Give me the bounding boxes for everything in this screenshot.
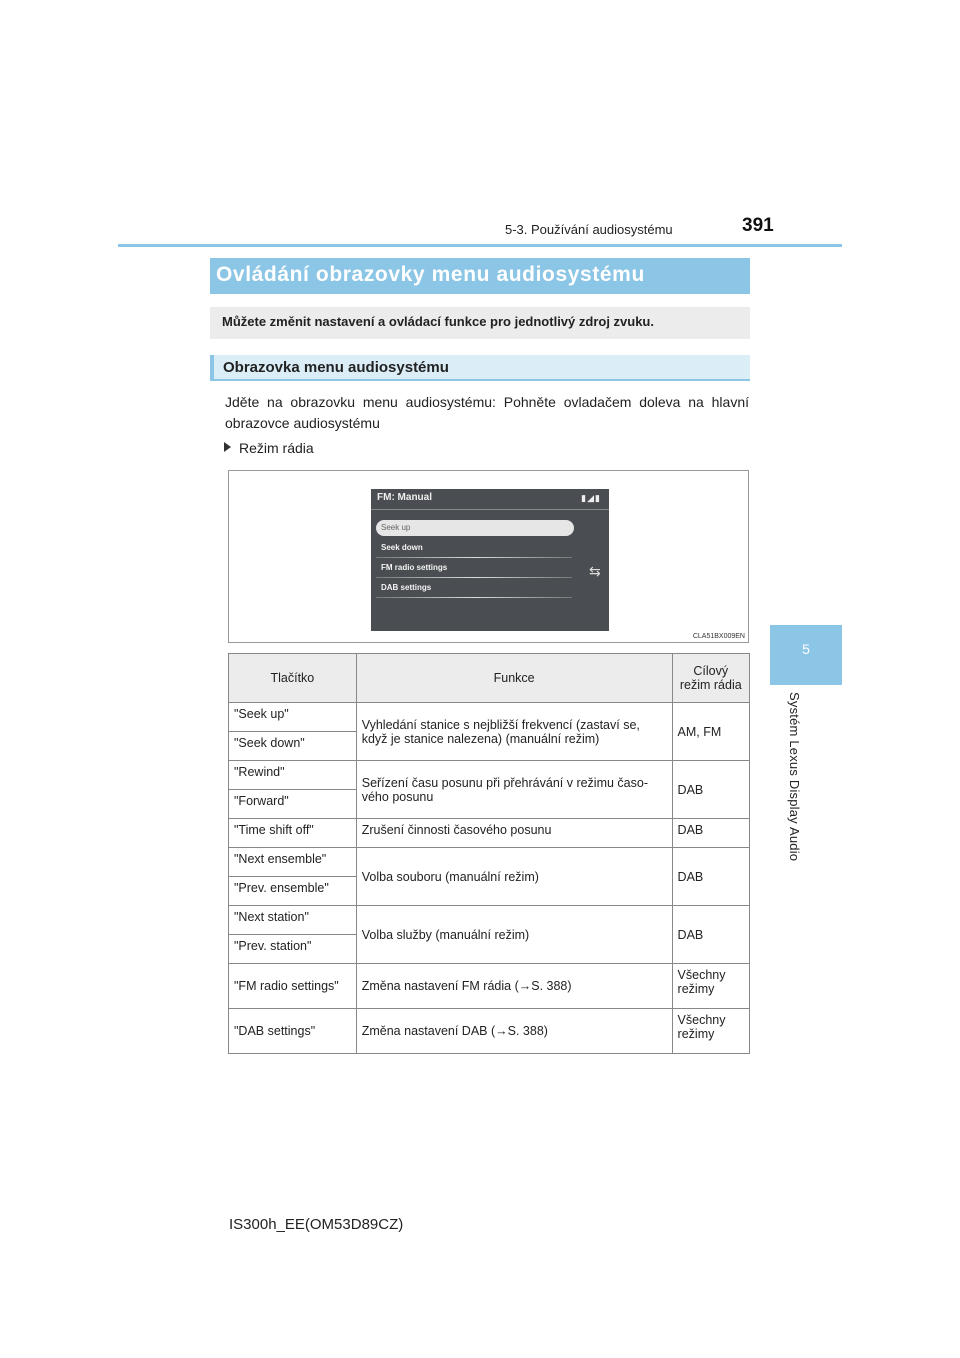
header-mode: Cílový režim rádia bbox=[672, 654, 749, 703]
table-row bbox=[229, 906, 750, 935]
button-cell: "Rewind" bbox=[229, 761, 357, 790]
mode-cell: DAB bbox=[672, 761, 749, 819]
intro-box bbox=[210, 307, 750, 339]
button-cell: "Seek down" bbox=[229, 732, 357, 761]
mode-cell: DAB bbox=[672, 848, 749, 906]
bullet-label: Režim rádia bbox=[239, 440, 314, 456]
table-row bbox=[229, 964, 750, 1009]
button-function-table bbox=[228, 653, 750, 1054]
triangle-bullet-icon bbox=[224, 442, 231, 452]
title-bar bbox=[210, 258, 750, 294]
menu-divider bbox=[376, 577, 572, 578]
screen-divider bbox=[371, 509, 609, 510]
footer-code: IS300h_EE(OM53D89CZ) bbox=[229, 1216, 404, 1233]
table-row bbox=[229, 819, 750, 848]
menu-item-seek-down[interactable]: Seek down bbox=[381, 543, 423, 552]
table-header-row bbox=[229, 654, 750, 703]
bullet-item bbox=[224, 440, 314, 456]
intro-text: Můžete změnit nastavení a ovládací funkce pro jednotlivý zdroj zvuku. bbox=[222, 314, 654, 329]
menu-item-dab-settings[interactable]: DAB settings bbox=[381, 583, 432, 592]
instruction-text: Jděte na obrazovku menu audiosystému: Pohněte ovladačem doleva na hlavní obrazovce audiosystému bbox=[225, 394, 749, 431]
header-function: Funkce bbox=[356, 654, 672, 703]
figure-code: CLA51BX009EN bbox=[692, 633, 745, 640]
table-row bbox=[229, 848, 750, 877]
mode-cell: DAB bbox=[672, 819, 749, 848]
chapter-number: 5 bbox=[802, 641, 810, 657]
back-arrow-icon[interactable]: ⇆ bbox=[589, 563, 601, 579]
page-number: 391 bbox=[742, 215, 774, 236]
signal-status-icon: ▮◢▮ bbox=[581, 493, 601, 503]
menu-divider bbox=[376, 597, 572, 598]
function-cell: Zrušení činnosti časového posunu bbox=[356, 819, 672, 848]
section-heading: 5-3. Používání audiosystému bbox=[505, 222, 673, 237]
button-cell: "FM radio settings" bbox=[229, 964, 357, 1009]
button-cell: "Forward" bbox=[229, 790, 357, 819]
table-row bbox=[229, 703, 750, 732]
function-cell: Změna nastavení DAB (→S. 388) bbox=[356, 1009, 672, 1054]
menu-item-fm-radio-settings[interactable]: FM radio settings bbox=[381, 563, 448, 572]
function-cell: Volba souboru (manuální režim) bbox=[356, 848, 672, 906]
button-cell: "Prev. station" bbox=[229, 935, 357, 964]
button-cell: "Next ensemble" bbox=[229, 848, 357, 877]
header-button: Tlačítko bbox=[229, 654, 357, 703]
button-cell: "DAB settings" bbox=[229, 1009, 357, 1054]
button-cell: "Next station" bbox=[229, 906, 357, 935]
table-row bbox=[229, 761, 750, 790]
function-cell: Vyhledání stanice s nejbližší frekvencí (zastaví se, když je stanice nalezena) (manuální režim) bbox=[356, 703, 672, 761]
button-cell: "Time shift off" bbox=[229, 819, 357, 848]
figure-frame bbox=[228, 470, 749, 643]
page-title: Ovládání obrazovky menu audiosystému bbox=[216, 263, 645, 286]
mode-cell: Všechny režimy bbox=[672, 1009, 749, 1054]
screen-title: FM: Manual bbox=[377, 492, 432, 503]
button-cell: "Seek up" bbox=[229, 703, 357, 732]
table-row bbox=[229, 1009, 750, 1054]
menu-divider bbox=[376, 557, 572, 558]
audio-menu-screen bbox=[371, 489, 609, 631]
menu-item-seek-up[interactable]: Seek up bbox=[376, 520, 574, 536]
function-cell: Seřízení času posunu při přehrávání v režimu časo-vého posunu bbox=[356, 761, 672, 819]
chapter-label: Systém Lexus Display Audio bbox=[787, 692, 802, 862]
button-cell: "Prev. ensemble" bbox=[229, 877, 357, 906]
mode-cell: Všechny režimy bbox=[672, 964, 749, 1009]
chapter-tab bbox=[770, 625, 842, 685]
function-cell: Volba služby (manuální režim) bbox=[356, 906, 672, 964]
function-cell: Změna nastavení FM rádia (→S. 388) bbox=[356, 964, 672, 1009]
subsection-header bbox=[210, 355, 750, 381]
header-divider bbox=[118, 244, 842, 247]
mode-cell: AM, FM bbox=[672, 703, 749, 761]
subsection-title: Obrazovka menu audiosystému bbox=[223, 359, 449, 376]
mode-cell: DAB bbox=[672, 906, 749, 964]
